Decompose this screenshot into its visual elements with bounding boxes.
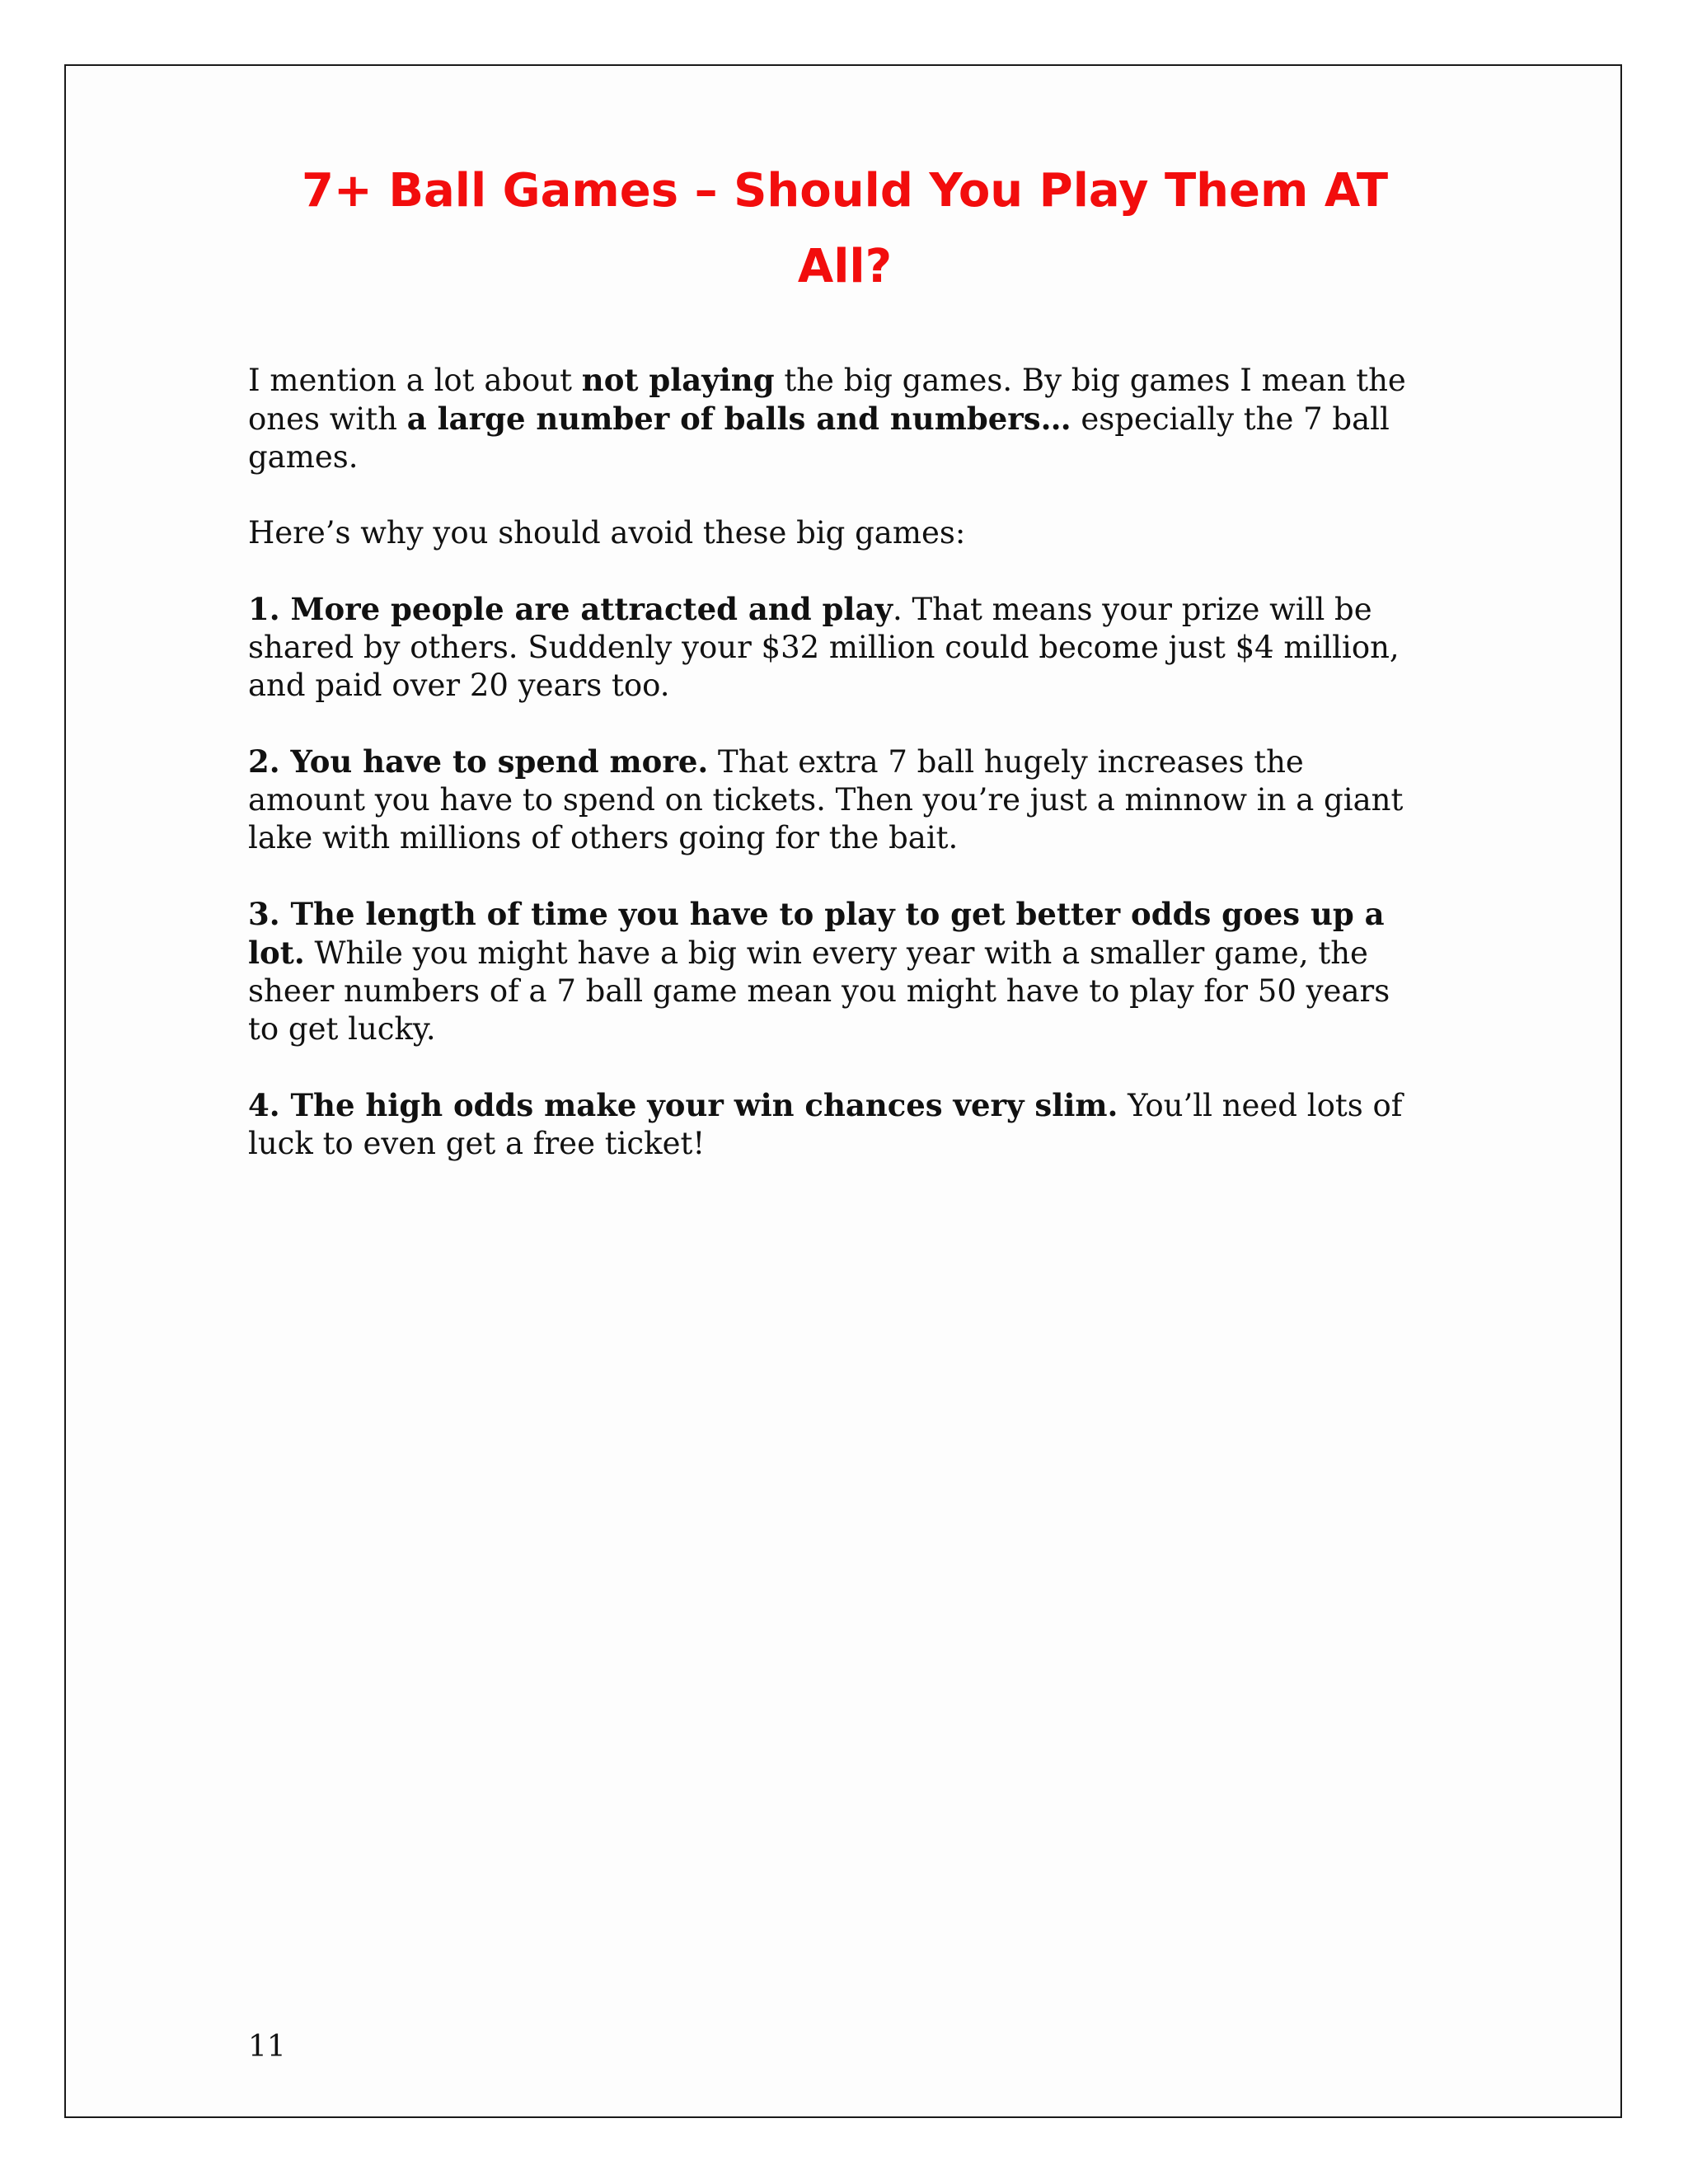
body-text: [248, 361, 1418, 1201]
text-run: especially the 7 ball games.: [248, 401, 1390, 475]
page-number: 11: [248, 2030, 286, 2064]
reason-4-heading: 4. The high odds make your win chances very slim.: [248, 1087, 1118, 1123]
reason-2-text: That extra 7 ball hugely increases the amount you have to spend on tickets. Then you’re just a minnow in a giant lake with millions of others going for the bait.: [248, 744, 1404, 855]
text-run: Here’s why you should avoid these big games:: [248, 515, 966, 551]
text-run: I mention a lot about: [248, 363, 582, 398]
reason-1-paragraph: [248, 590, 1418, 705]
text-run: the big games. By big games I mean the ones with: [248, 363, 1406, 437]
reason-3-text: While you might have a big win every year with a smaller game, the sheer numbers of a 7 ball game mean you might have to play for 50 years to get lucky.: [248, 935, 1390, 1047]
page-title: 7+ Ball Games – Should You Play Them AT All?: [301, 164, 1389, 293]
reason-4-paragraph: [248, 1086, 1418, 1163]
bold-text-run: not playing: [581, 362, 775, 398]
intro-paragraph: [248, 361, 1418, 476]
reason-3-heading: 3. The length of time you have to play to get better odds goes up a lot.: [248, 896, 1385, 971]
bold-text-run: a large number of balls and numbers…: [406, 401, 1071, 437]
reason-2-paragraph: [248, 743, 1418, 857]
reason-1-heading: 1. More people are attracted and play: [248, 591, 893, 627]
reason-2-heading: 2. You have to spend more.: [248, 743, 709, 780]
list-intro-paragraph: [248, 514, 1418, 552]
reason-1-text: . That means your prize will be shared by others. Suddenly your $32 million could become just $4 million, and paid over 20 years too.: [248, 592, 1400, 703]
reason-4-text: You’ll need lots of luck to even get a free ticket!: [248, 1088, 1403, 1161]
reason-3-paragraph: [248, 895, 1418, 1048]
